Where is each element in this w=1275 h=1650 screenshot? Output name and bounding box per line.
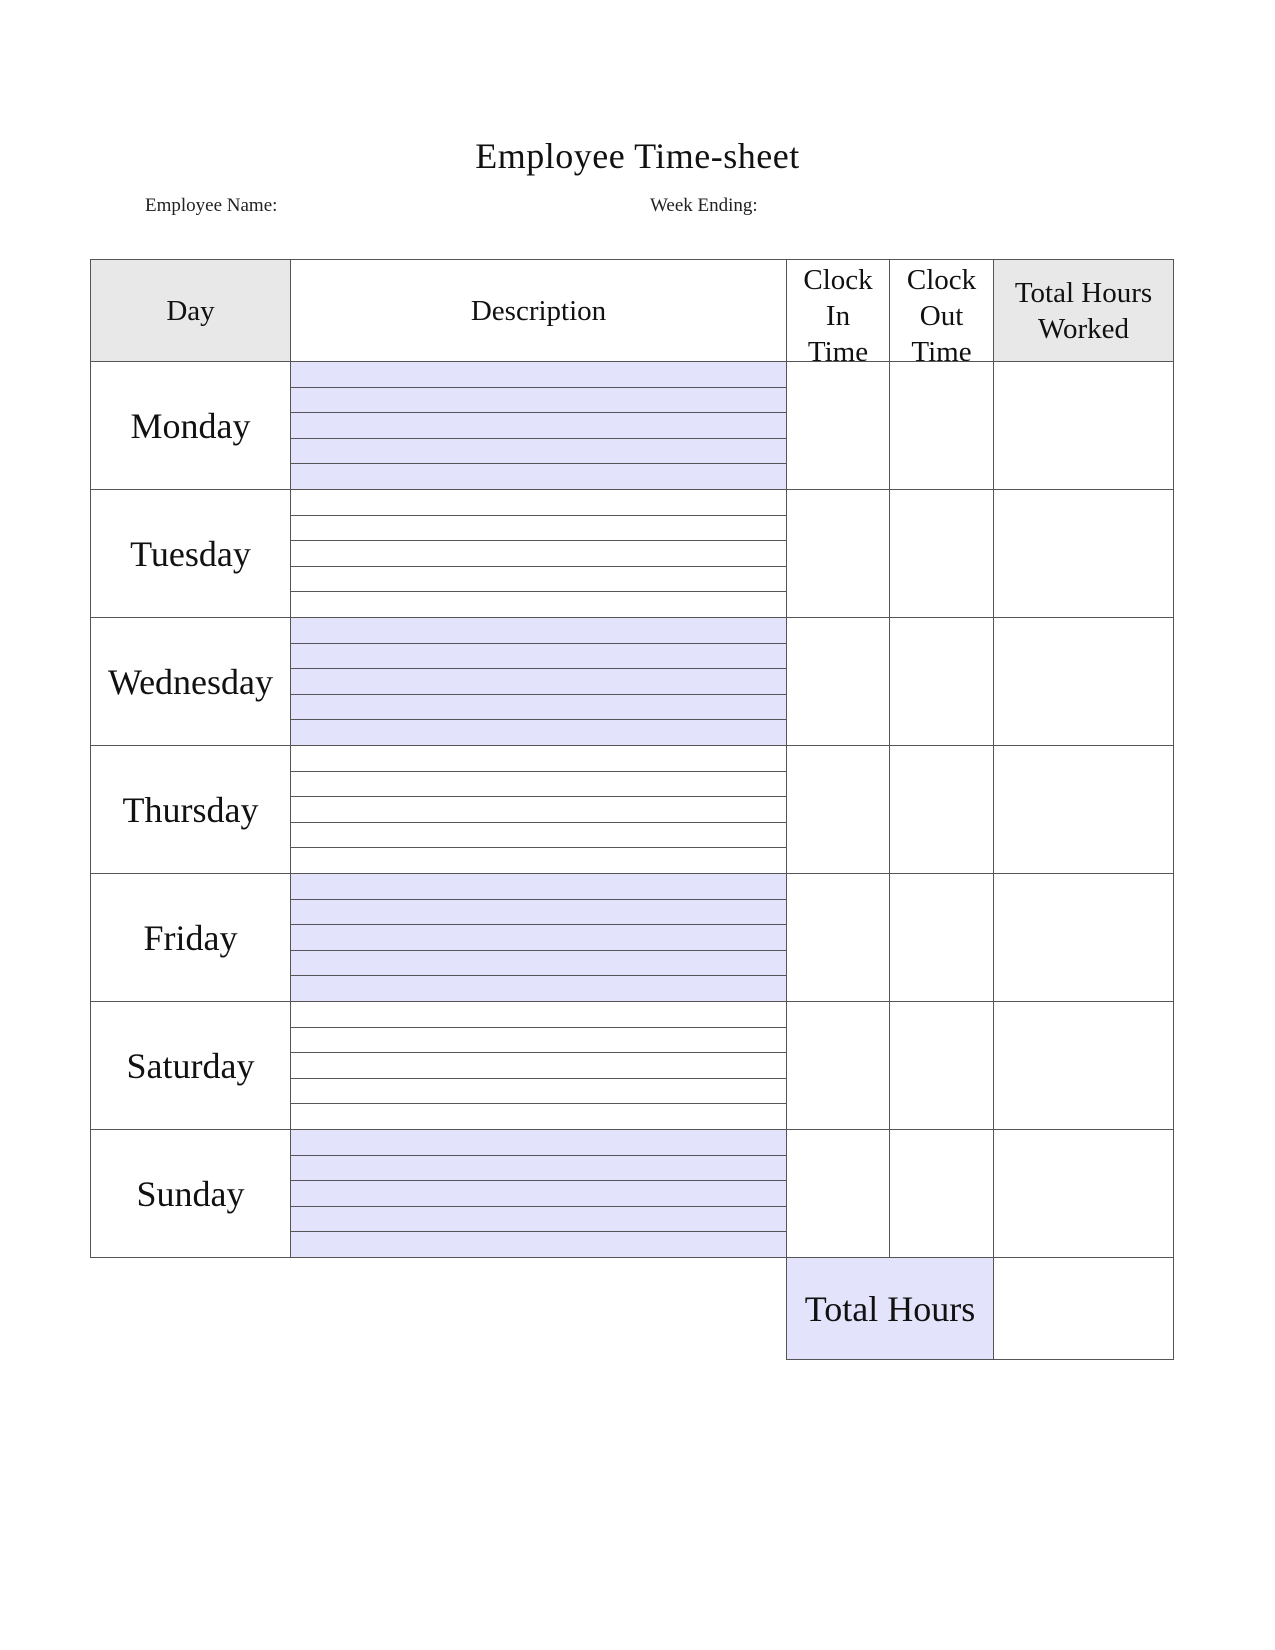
- description-line[interactable]: [290, 924, 787, 951]
- description-line[interactable]: [290, 566, 787, 593]
- day-label-tuesday: Tuesday: [90, 489, 291, 618]
- page-title: Employee Time-sheet: [475, 136, 800, 176]
- description-line[interactable]: [290, 1180, 787, 1207]
- employee-name-label: Employee Name:: [145, 195, 278, 216]
- day-label-friday: Friday: [90, 873, 291, 1002]
- clock-in-cell[interactable]: [786, 1001, 890, 1130]
- total-hours-worked-cell[interactable]: [993, 617, 1174, 746]
- description-line[interactable]: [290, 387, 787, 414]
- description-line[interactable]: [290, 438, 787, 465]
- day-label-thursday: Thursday: [90, 745, 291, 874]
- description-line[interactable]: [290, 1129, 787, 1156]
- description-line[interactable]: [290, 463, 787, 490]
- description-line[interactable]: [290, 412, 787, 439]
- description-line[interactable]: [290, 617, 787, 644]
- clock-in-cell[interactable]: [786, 745, 890, 874]
- description-line[interactable]: [290, 745, 787, 772]
- total-hours-worked-cell[interactable]: [993, 1129, 1174, 1258]
- clock-in-cell[interactable]: [786, 489, 890, 618]
- header-description: Description: [290, 259, 787, 362]
- description-line[interactable]: [290, 822, 787, 849]
- description-line[interactable]: [290, 1001, 787, 1028]
- total-hours-worked-cell[interactable]: [993, 1001, 1174, 1130]
- week-ending-label: Week Ending:: [650, 195, 758, 216]
- description-line[interactable]: [290, 694, 787, 721]
- header-total-hours-worked: Total Hours Worked: [993, 259, 1174, 362]
- description-line[interactable]: [290, 873, 787, 900]
- clock-out-cell[interactable]: [889, 745, 994, 874]
- day-label-saturday: Saturday: [90, 1001, 291, 1130]
- description-line[interactable]: [290, 1206, 787, 1233]
- total-hours-worked-cell[interactable]: [993, 873, 1174, 1002]
- header-clock-out: Clock Out Time: [889, 259, 994, 362]
- header-day: Day: [90, 259, 291, 362]
- clock-out-cell[interactable]: [889, 489, 994, 618]
- clock-out-cell[interactable]: [889, 361, 994, 490]
- description-line[interactable]: [290, 1078, 787, 1105]
- day-label-wednesday: Wednesday: [90, 617, 291, 746]
- description-line[interactable]: [290, 361, 787, 388]
- clock-in-cell[interactable]: [786, 1129, 890, 1258]
- description-line[interactable]: [290, 719, 787, 746]
- description-line[interactable]: [290, 771, 787, 798]
- description-line[interactable]: [290, 975, 787, 1002]
- header-clock-in: Clock In Time: [786, 259, 890, 362]
- description-line[interactable]: [290, 1103, 787, 1130]
- clock-out-cell[interactable]: [889, 873, 994, 1002]
- description-line[interactable]: [290, 796, 787, 823]
- description-line[interactable]: [290, 515, 787, 542]
- description-line[interactable]: [290, 489, 787, 516]
- clock-out-cell[interactable]: [889, 1001, 994, 1130]
- clock-out-cell[interactable]: [889, 617, 994, 746]
- description-line[interactable]: [290, 643, 787, 670]
- description-line[interactable]: [290, 591, 787, 618]
- description-line[interactable]: [290, 1027, 787, 1054]
- description-line[interactable]: [290, 1231, 787, 1258]
- description-line[interactable]: [290, 950, 787, 977]
- total-hours-value-cell[interactable]: [993, 1257, 1174, 1360]
- description-line[interactable]: [290, 668, 787, 695]
- clock-out-cell[interactable]: [889, 1129, 994, 1258]
- description-line[interactable]: [290, 847, 787, 874]
- total-hours-worked-cell[interactable]: [993, 745, 1174, 874]
- description-line[interactable]: [290, 1052, 787, 1079]
- description-line[interactable]: [290, 540, 787, 567]
- total-hours-label: Total Hours: [786, 1257, 994, 1360]
- day-label-sunday: Sunday: [90, 1129, 291, 1258]
- total-hours-worked-cell[interactable]: [993, 361, 1174, 490]
- description-line[interactable]: [290, 1155, 787, 1182]
- description-line[interactable]: [290, 899, 787, 926]
- clock-in-cell[interactable]: [786, 617, 890, 746]
- clock-in-cell[interactable]: [786, 361, 890, 490]
- total-hours-worked-cell[interactable]: [993, 489, 1174, 618]
- day-label-monday: Monday: [90, 361, 291, 490]
- clock-in-cell[interactable]: [786, 873, 890, 1002]
